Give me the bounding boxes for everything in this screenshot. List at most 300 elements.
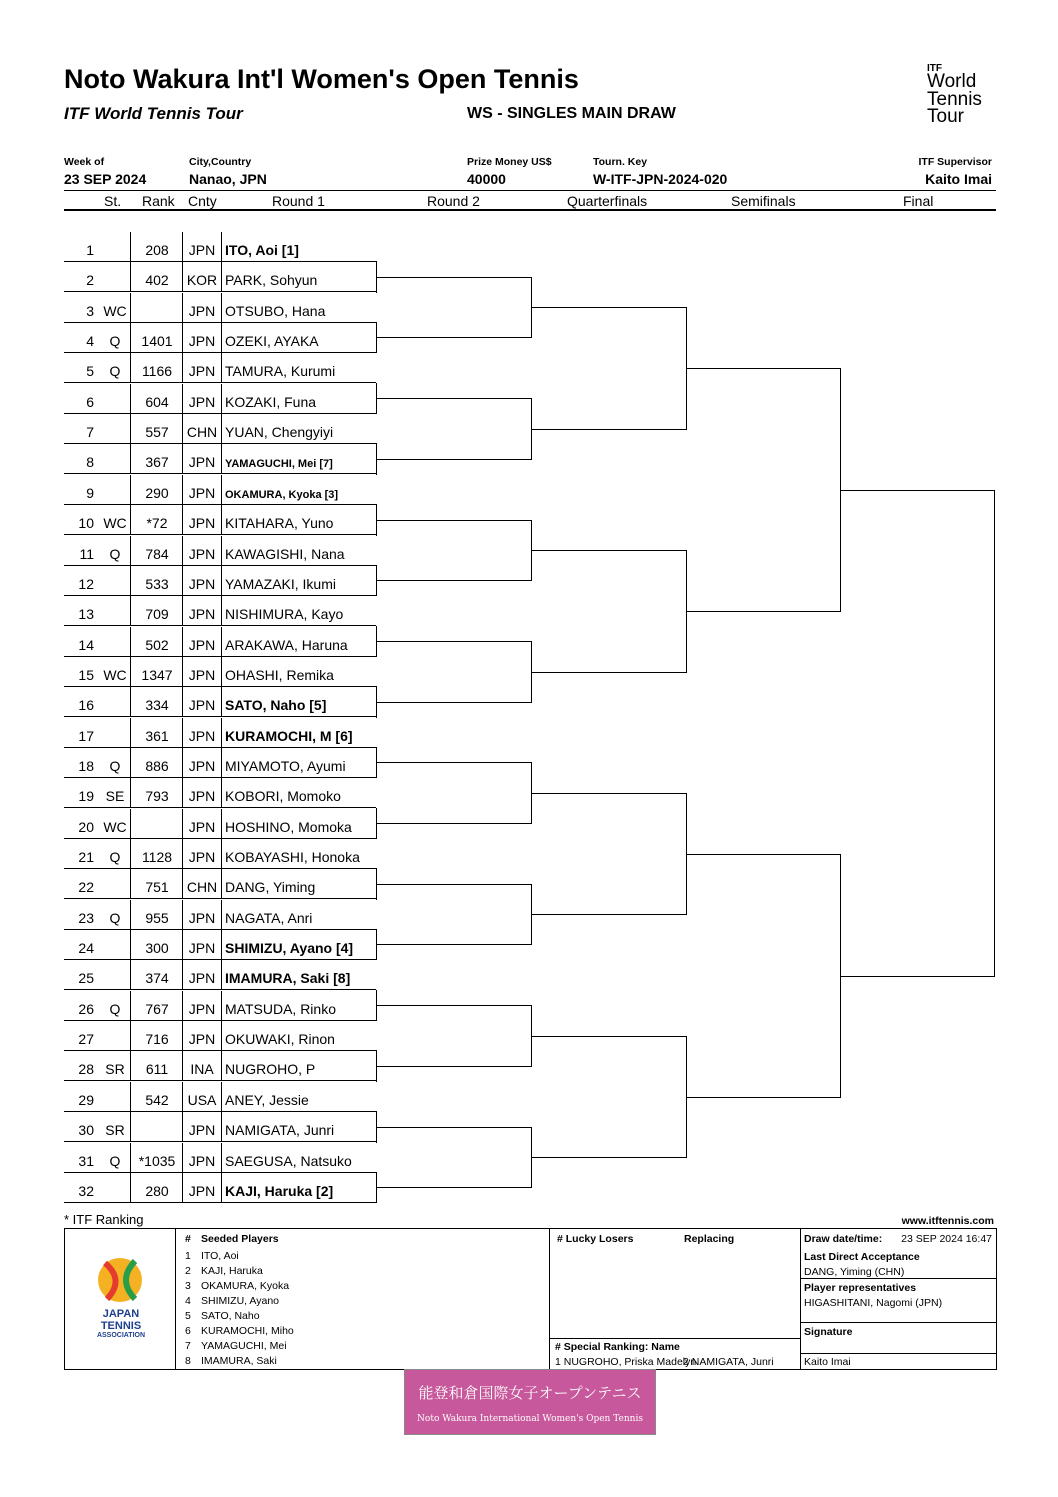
column-separator xyxy=(182,839,183,869)
column-separator xyxy=(221,536,222,566)
entry-status: Q xyxy=(109,1152,121,1169)
bracket-winner-line xyxy=(531,672,686,673)
entry-status: SR xyxy=(105,1122,125,1139)
draw-position: 17 xyxy=(78,727,94,744)
column-separator xyxy=(130,1051,131,1081)
player-name: KITAHARA, Yuno xyxy=(225,515,334,532)
player-country: CHN xyxy=(186,424,218,441)
player-name: KOZAKI, Funa xyxy=(225,393,317,410)
player-country: JPN xyxy=(188,1182,216,1199)
player-country: USA xyxy=(187,1091,217,1108)
entry-status: Q xyxy=(109,363,121,380)
jta-line-2: TENNIS xyxy=(100,1319,142,1332)
footer-divider-1 xyxy=(175,1229,176,1369)
player-name: TAMURA, Kurumi xyxy=(225,363,336,380)
column-separator xyxy=(130,475,131,505)
player-name: HOSHINO, Momoka xyxy=(225,818,352,835)
draw-row xyxy=(64,687,377,717)
row-underline xyxy=(64,1202,376,1203)
draw-row xyxy=(64,1082,377,1112)
player-name: YAMAZAKI, Ikumi xyxy=(225,575,336,592)
column-separator xyxy=(221,748,222,778)
seed-number: 5 xyxy=(185,1310,191,1322)
lucky-losers-header: # Lucky Losers xyxy=(557,1233,634,1245)
draw-row xyxy=(64,1143,377,1173)
player-name: ARAKAWA, Haruna xyxy=(225,636,348,653)
player-rank: 611 xyxy=(145,1061,169,1078)
bracket-winner-line xyxy=(531,307,686,308)
player-country: JPN xyxy=(188,788,216,805)
week-label: Week of xyxy=(64,156,105,168)
column-separator xyxy=(221,930,222,960)
bracket-winner-line xyxy=(686,854,840,855)
website: www.itftennis.com xyxy=(901,1215,994,1227)
bracket-winner-line xyxy=(531,1036,686,1037)
column-separator xyxy=(182,536,183,566)
logo-world-text: World xyxy=(927,71,977,93)
draw-row xyxy=(64,566,377,596)
footer-hline-2 xyxy=(800,1322,996,1323)
bracket-winner-line xyxy=(840,976,995,977)
draw-position: 22 xyxy=(78,879,94,896)
signature-label: Signature xyxy=(804,1326,853,1338)
draw-position: 27 xyxy=(78,1031,94,1048)
player-country: JPN xyxy=(188,1031,216,1048)
bracket-winner-line xyxy=(531,429,686,430)
column-separator xyxy=(221,778,222,808)
player-name: OTSUBO, Hana xyxy=(225,302,326,319)
column-separator xyxy=(130,718,131,748)
draw-position: 19 xyxy=(78,788,94,805)
draw-position: 1 xyxy=(86,242,94,258)
draw-row xyxy=(64,596,377,626)
entry-status: SR xyxy=(105,1061,125,1078)
signature-value: Kaito Imai xyxy=(804,1356,851,1368)
draw-row xyxy=(64,960,377,990)
player-country: JPN xyxy=(188,515,216,532)
column-separator xyxy=(182,414,183,444)
column-separator xyxy=(182,687,183,717)
column-separator xyxy=(182,778,183,808)
footer-hline-1 xyxy=(800,1278,996,1279)
draw-row xyxy=(64,839,377,869)
header-divider xyxy=(64,190,996,191)
entry-status: Q xyxy=(109,757,121,774)
player-rank: 1347 xyxy=(141,666,173,683)
bracket-winner-line xyxy=(686,368,840,369)
seed-number: 3 xyxy=(185,1280,191,1292)
player-name: KOBORI, Momoko xyxy=(225,788,341,805)
player-name: SHIMIZU, Ayano [4] xyxy=(225,940,354,957)
tournament-title: Noto Wakura Int'l Women's Open Tennis xyxy=(64,64,579,94)
draw-position: 5 xyxy=(86,363,94,380)
player-country: JPN xyxy=(188,666,216,683)
player-rank: 557 xyxy=(145,424,169,441)
player-country: JPN xyxy=(188,909,216,926)
bracket-winner-line xyxy=(376,337,531,338)
player-rank: 374 xyxy=(145,970,169,987)
bracket-winner-line xyxy=(531,1157,686,1158)
draw-position: 6 xyxy=(86,393,94,410)
draw-row xyxy=(64,353,377,383)
draw-row xyxy=(64,293,377,323)
col-round-2: Round 2 xyxy=(427,193,480,209)
bracket-winner-line xyxy=(376,459,531,460)
special-ranking-entry-2: 2 NAMIGATA, Junri xyxy=(683,1356,774,1368)
player-rank: 793 xyxy=(145,788,169,805)
seeded-header: Seeded Players xyxy=(201,1233,279,1245)
player-rank: 533 xyxy=(145,575,169,592)
seed-number: 2 xyxy=(185,1265,191,1277)
player-country: JPN xyxy=(188,757,216,774)
column-separator xyxy=(130,839,131,869)
player-rank: 300 xyxy=(145,940,169,957)
column-separator xyxy=(130,596,131,626)
entry-status: Q xyxy=(109,909,121,926)
player-rank: 402 xyxy=(145,272,169,289)
entry-status: WC xyxy=(103,515,127,532)
player-country: JPN xyxy=(188,454,216,471)
player-name: IMAMURA, Saki [8] xyxy=(225,970,351,987)
column-separator xyxy=(182,627,183,657)
column-separator xyxy=(130,748,131,778)
draw-row xyxy=(64,414,377,444)
draw-position: 21 xyxy=(78,849,94,865)
event-banner xyxy=(404,1369,656,1435)
column-separator xyxy=(130,536,131,566)
player-rank: 955 xyxy=(145,909,169,926)
draw-position: 20 xyxy=(78,818,94,835)
draw-row xyxy=(64,1021,377,1051)
column-separator xyxy=(130,627,131,657)
column-separator xyxy=(130,1082,131,1112)
column-separator xyxy=(182,748,183,778)
draw-row xyxy=(64,627,377,657)
player-rank: 280 xyxy=(145,1182,169,1199)
special-ranking-entry: 1 NUGROHO, Priska Madelyn xyxy=(555,1356,697,1368)
seed-number: 8 xyxy=(185,1355,191,1367)
player-name: KAJI, Haruka [2] xyxy=(225,1182,334,1199)
lda-label: Last Direct Acceptance xyxy=(804,1251,920,1263)
player-country: JPN xyxy=(188,970,216,987)
logo-tennis-text: Tennis xyxy=(927,88,982,110)
player-name: MIYAMOTO, Ayumi xyxy=(225,757,346,774)
player-rank: 334 xyxy=(145,697,169,714)
draw-row xyxy=(64,991,377,1021)
column-separator xyxy=(182,505,183,535)
logo-itf-text: ITF xyxy=(927,63,942,74)
draw-row xyxy=(64,505,377,535)
draw-position: 10 xyxy=(78,515,94,532)
bracket-winner-line xyxy=(686,1097,840,1098)
player-country: CHN xyxy=(186,879,218,896)
column-separator xyxy=(130,293,131,323)
itf-world-tennis-tour-logo xyxy=(927,64,982,126)
player-name: OKAMURA, Kyoka [3] xyxy=(225,488,339,501)
column-separator xyxy=(221,900,222,930)
player-name: NISHIMURA, Kayo xyxy=(225,606,344,623)
player-rank: 367 xyxy=(145,454,169,471)
jta-text xyxy=(93,1309,149,1339)
player-rank: 542 xyxy=(145,1091,169,1108)
draw-row xyxy=(64,718,377,748)
bracket-winner-line xyxy=(840,490,995,491)
column-separator xyxy=(182,1112,183,1142)
column-separator xyxy=(130,505,131,535)
draw-row xyxy=(64,900,377,930)
seed-number: 7 xyxy=(185,1340,191,1352)
player-country: JPN xyxy=(188,575,216,592)
seed-player-name: YAMAGUCHI, Mei xyxy=(201,1340,287,1352)
entry-status: WC xyxy=(103,302,127,319)
player-rank: 1166 xyxy=(141,363,173,380)
column-separator xyxy=(182,475,183,505)
bracket-winner-line xyxy=(376,580,531,581)
player-country: JPN xyxy=(188,636,216,653)
column-separator xyxy=(221,960,222,990)
draw-position: 15 xyxy=(78,666,94,683)
player-rank: 1128 xyxy=(141,849,173,865)
draw-position: 7 xyxy=(86,424,94,441)
column-separator xyxy=(221,566,222,596)
player-rank: 604 xyxy=(145,393,169,410)
draw-position: 23 xyxy=(78,909,94,926)
city-value: Nanao, JPN xyxy=(189,171,267,187)
player-name: NAGATA, Anri xyxy=(225,909,313,926)
draw-position: 12 xyxy=(78,575,94,592)
column-separator xyxy=(182,960,183,990)
col-semifinals: Semifinals xyxy=(731,193,796,209)
column-separator xyxy=(182,444,183,474)
bracket-winner-line xyxy=(376,520,531,521)
footer-box xyxy=(64,1228,997,1370)
column-separator xyxy=(182,596,183,626)
footer-hline-3 xyxy=(800,1353,996,1354)
draw-row xyxy=(64,323,377,353)
tourn-key-label: Tourn. Key xyxy=(593,156,648,168)
draw-name: WS - SINGLES MAIN DRAW xyxy=(467,105,676,122)
player-country: INA xyxy=(190,1061,214,1078)
column-separator xyxy=(221,869,222,899)
column-separator xyxy=(221,1051,222,1081)
player-rank: 751 xyxy=(145,879,169,896)
column-separator xyxy=(130,930,131,960)
draw-row xyxy=(64,1051,377,1081)
player-country: JPN xyxy=(188,545,216,562)
jta-ball-icon xyxy=(95,1255,145,1305)
column-separator xyxy=(182,1173,183,1203)
column-separator xyxy=(130,232,131,262)
column-separator xyxy=(221,809,222,839)
entry-status: WC xyxy=(103,666,127,683)
entry-status: Q xyxy=(109,333,121,350)
player-name: SATO, Naho [5] xyxy=(225,697,327,714)
draw-position: 14 xyxy=(78,636,94,653)
player-country: JPN xyxy=(188,727,216,744)
tourn-key-value: W-ITF-JPN-2024-020 xyxy=(593,171,728,187)
column-separator xyxy=(221,687,222,717)
banner-english-title: Noto Wakura International Women's Open Tennis xyxy=(417,1414,643,1424)
player-country: JPN xyxy=(188,1122,216,1139)
draw-position: 3 xyxy=(86,302,94,319)
column-separator xyxy=(221,353,222,383)
bracket-winner-line xyxy=(376,762,531,763)
column-separator xyxy=(182,991,183,1021)
column-separator xyxy=(221,1143,222,1173)
footer-hline-sr xyxy=(549,1338,800,1339)
seed-number: 4 xyxy=(185,1295,191,1307)
column-separator xyxy=(182,869,183,899)
draw-row xyxy=(64,232,377,262)
player-country: JPN xyxy=(188,818,216,835)
bracket-winner-line xyxy=(531,550,686,551)
entry-status: SE xyxy=(105,788,125,805)
seed-player-name: OKAMURA, Kyoka xyxy=(201,1280,290,1292)
bracket-winner-line xyxy=(376,1127,531,1128)
column-separator xyxy=(130,262,131,292)
column-separator xyxy=(182,930,183,960)
logo-tour-text: Tour xyxy=(927,106,964,128)
jta-line-1: JAPAN xyxy=(102,1308,140,1320)
bracket-winner-line xyxy=(376,1005,531,1006)
seed-player-name: IMAMURA, Saki xyxy=(201,1355,277,1367)
player-country: JPN xyxy=(188,849,216,865)
column-separator xyxy=(182,384,183,414)
bracket-winner-line xyxy=(376,641,531,642)
column-separator xyxy=(182,566,183,596)
prize-value: 40000 xyxy=(467,171,506,187)
player-name: OHASHI, Remika xyxy=(225,666,334,683)
draw-date-value: 23 SEP 2024 16:47 xyxy=(901,1233,992,1245)
footer-divider-3 xyxy=(800,1229,801,1369)
player-name: KAWAGISHI, Nana xyxy=(225,545,345,562)
jta-logo xyxy=(95,1255,145,1305)
draw-position: 25 xyxy=(78,970,94,987)
player-country: KOR xyxy=(186,272,218,289)
draw-row xyxy=(64,748,377,778)
seeded-header-num: # xyxy=(185,1233,191,1245)
supervisor-label: ITF Supervisor xyxy=(918,156,992,168)
draw-date-label: Draw date/time: xyxy=(804,1233,883,1245)
column-separator xyxy=(221,384,222,414)
draw-position: 11 xyxy=(79,545,94,562)
week-value: 23 SEP 2024 xyxy=(64,171,147,187)
tour-subtitle: ITF World Tennis Tour xyxy=(64,104,243,123)
entry-status: Q xyxy=(109,849,121,865)
column-separator xyxy=(182,323,183,353)
bracket-winner-line xyxy=(376,944,531,945)
player-rank: 1401 xyxy=(141,333,173,350)
column-separator xyxy=(130,900,131,930)
player-rank: 290 xyxy=(145,484,169,501)
column-separator xyxy=(182,232,183,262)
special-ranking-header: # Special Ranking: Name xyxy=(555,1341,680,1353)
seed-player-name: SHIMIZU, Ayano xyxy=(201,1295,280,1307)
player-name: KURAMOCHI, M [6] xyxy=(225,727,353,744)
column-separator xyxy=(221,1082,222,1112)
draw-position: 16 xyxy=(78,697,94,714)
column-separator xyxy=(221,262,222,292)
column-separator xyxy=(182,1143,183,1173)
draw-position: 24 xyxy=(78,940,94,957)
column-separator xyxy=(182,657,183,687)
player-country: JPN xyxy=(188,302,216,319)
bracket-winner-line xyxy=(376,884,531,885)
player-rank: 709 xyxy=(145,606,169,623)
column-separator xyxy=(182,353,183,383)
player-rank: 208 xyxy=(145,242,169,258)
column-separator xyxy=(130,809,131,839)
banner-japanese-title: 能登和倉国際女子オープンテニス xyxy=(418,1384,642,1402)
player-rank: 784 xyxy=(145,545,169,562)
final-connector xyxy=(994,490,995,977)
draw-position: 29 xyxy=(78,1091,94,1108)
column-separator xyxy=(221,1173,222,1203)
seed-player-name: KURAMOCHI, Miho xyxy=(201,1325,294,1337)
player-name: NUGROHO, P xyxy=(225,1061,316,1078)
column-separator xyxy=(182,718,183,748)
draw-row xyxy=(64,657,377,687)
column-separator xyxy=(221,444,222,474)
column-separator xyxy=(221,1112,222,1142)
player-country: JPN xyxy=(188,393,216,410)
draw-row xyxy=(64,444,377,474)
column-header-divider xyxy=(64,209,996,211)
column-separator xyxy=(221,596,222,626)
player-name: ANEY, Jessie xyxy=(225,1091,309,1108)
city-label: City,Country xyxy=(189,156,252,168)
bracket-winner-line xyxy=(531,914,686,915)
player-rep-value: HIGASHITANI, Nagomi (JPN) xyxy=(804,1297,943,1309)
entry-status: Q xyxy=(109,545,121,562)
player-rank: *1035 xyxy=(138,1152,176,1169)
player-name: MATSUDA, Rinko xyxy=(225,1000,336,1017)
player-rank: 886 xyxy=(145,757,169,774)
column-separator xyxy=(130,444,131,474)
player-rank: 767 xyxy=(145,1000,169,1017)
player-country: JPN xyxy=(188,940,216,957)
player-country: JPN xyxy=(188,484,216,501)
draw-position: 18 xyxy=(78,757,94,774)
column-separator xyxy=(221,1021,222,1051)
footer-divider-2 xyxy=(549,1229,550,1369)
supervisor-value: Kaito Imai xyxy=(925,171,992,187)
seed-number: 1 xyxy=(185,1250,191,1262)
column-separator xyxy=(221,657,222,687)
seed-player-name: SATO, Naho xyxy=(201,1310,260,1322)
bracket-winner-line xyxy=(376,398,531,399)
column-separator xyxy=(130,1112,131,1142)
column-separator xyxy=(221,627,222,657)
column-separator xyxy=(130,1143,131,1173)
col-seed-status: St. xyxy=(104,193,122,209)
player-name: YAMAGUCHI, Mei [7] xyxy=(225,458,333,471)
seed-player-name: ITO, Aoi xyxy=(201,1250,239,1262)
player-rank: *72 xyxy=(146,515,168,532)
draw-row xyxy=(64,384,377,414)
draw-position: 2 xyxy=(86,272,94,289)
column-separator xyxy=(130,1173,131,1203)
player-country: JPN xyxy=(188,333,216,350)
entry-status: Q xyxy=(109,1000,121,1017)
column-separator xyxy=(130,1021,131,1051)
bracket-winner-line xyxy=(376,1187,531,1188)
draw-position: 28 xyxy=(78,1061,94,1078)
player-country: JPN xyxy=(188,697,216,714)
draw-position: 32 xyxy=(78,1182,94,1199)
bracket-winner-line xyxy=(376,702,531,703)
draw-position: 4 xyxy=(86,333,94,350)
